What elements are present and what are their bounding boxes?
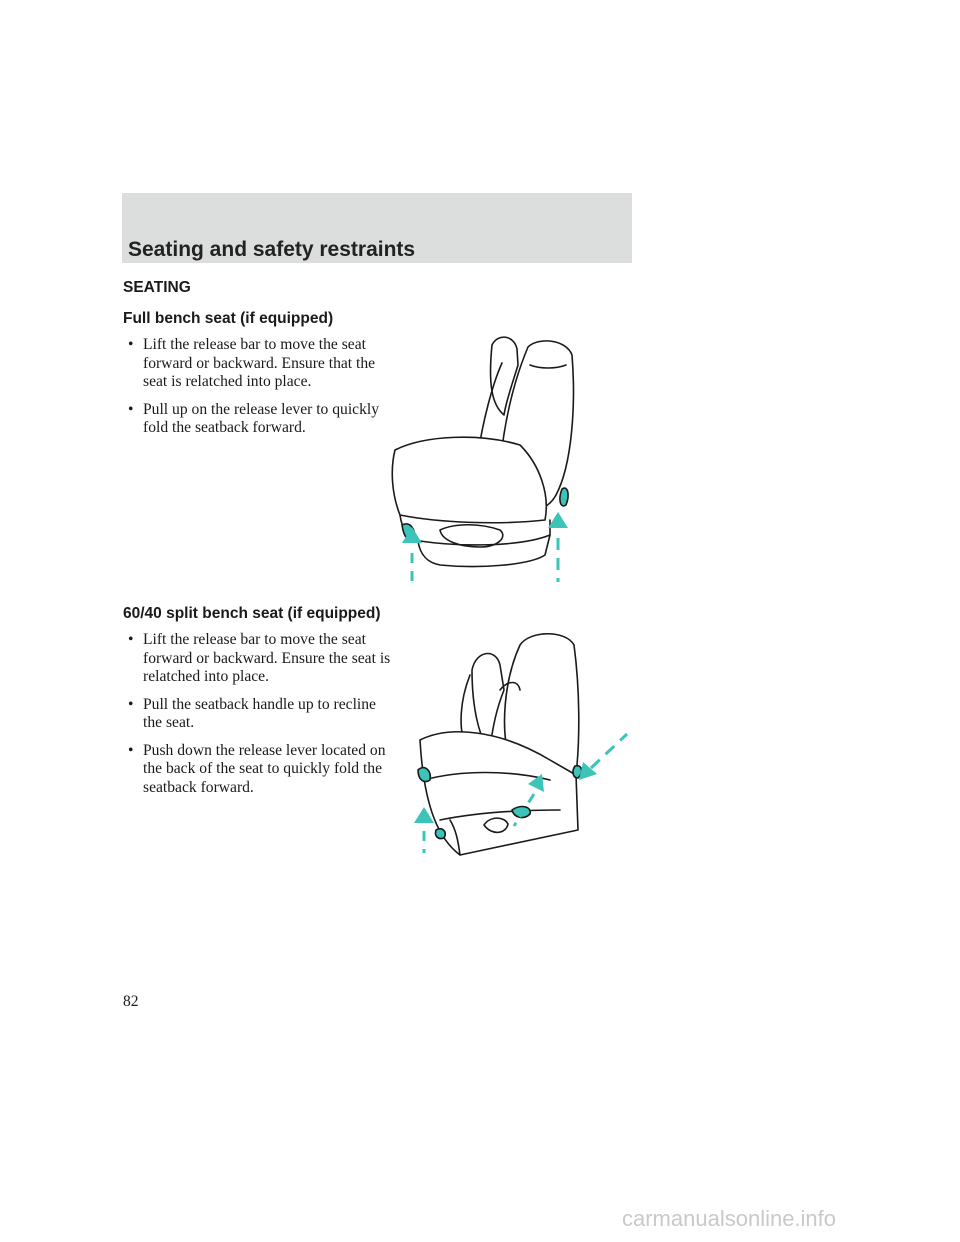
page-number: 82 — [123, 993, 139, 1010]
list-item-text: Lift the release bar to move the seat forward or backward. Ensure the seat is relatched into place. — [143, 631, 391, 685]
full-bench-instructions — [123, 336, 393, 447]
list-item — [123, 336, 393, 392]
split-bench-heading: 60/40 split bench seat (if equipped) — [123, 605, 381, 622]
section-title: SEATING — [123, 279, 191, 296]
bullet-icon: • — [128, 695, 134, 713]
release-bar-arrow-icon — [400, 525, 424, 585]
release-bar-arrow-icon — [412, 805, 436, 855]
list-item-text: Pull up on the release lever to quickly fold the seatback forward. — [143, 400, 380, 436]
bullet-icon: • — [128, 741, 134, 759]
bullet-icon: • — [128, 631, 134, 648]
list-item — [123, 401, 393, 438]
full-bench-heading: Full bench seat (if equipped) — [123, 310, 334, 327]
page-header-title: Seating and safety restraints — [128, 238, 416, 261]
list-item-text: Lift the release bar to move the seat forward or backward. Ensure that the seat is relatched into place. — [143, 336, 376, 390]
fold-lever-arrow-icon — [575, 730, 630, 785]
list-item — [123, 696, 393, 733]
release-lever-arrow-icon — [546, 510, 570, 585]
bullet-icon: • — [128, 336, 134, 353]
seatback-handle-arrow-icon — [508, 770, 548, 830]
list-item-text: Pull the seatback handle up to recline the seat. — [143, 695, 376, 731]
list-item-text: Push down the release lever located on the back of the seat to quickly fold the seatback forward. — [143, 741, 386, 796]
bullet-icon: • — [128, 400, 134, 418]
list-item — [123, 631, 393, 687]
list-item — [123, 742, 393, 798]
split-bench-instructions — [123, 631, 393, 806]
watermark: carmanualsonline.info — [622, 1206, 837, 1231]
